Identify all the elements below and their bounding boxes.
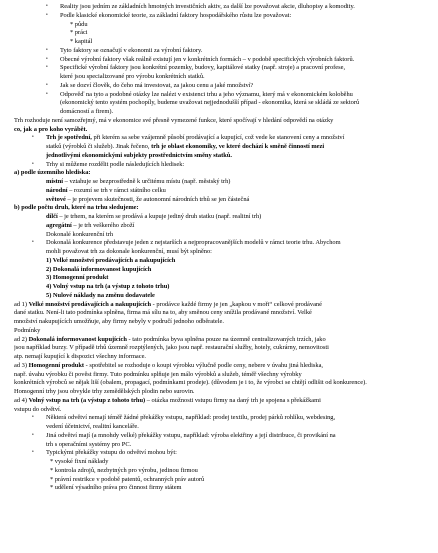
text-line: 3) Homogenní produkt bbox=[46, 274, 109, 282]
text-line: * kapitál bbox=[70, 38, 93, 45]
text-line: množství nakupujících umožňuje, aby firmy nebyly v područí jednoho odběratele. bbox=[14, 318, 224, 325]
text-line: konkrétních výrobců se nějak liší (obalem, propagací, podmínkami prodeje). (důvodem je i to, že výrobci se chtějí odlišit od konkurence). bbox=[14, 379, 367, 387]
text-line: Dokonalé konkurenční trh bbox=[46, 230, 114, 238]
text-run: – je projevem skutečnosti, že autonomní národních trhů se jen částečná bbox=[65, 195, 250, 203]
text-line bbox=[46, 196, 432, 204]
text-run: – rozumí se trh v rámci státního celku bbox=[67, 186, 166, 194]
text-run: – je trhem, na kterém se prodává a kupuje jediný druh statku (např. realitní trh) bbox=[57, 213, 262, 220]
text-line bbox=[14, 362, 432, 370]
bullet-mark: • bbox=[46, 12, 48, 18]
text-line: Trhy si můžeme rozdělit podle následujících hledisek: bbox=[46, 160, 185, 168]
text-line: Jiná odvětví mají (a mnohdy velké) překážky vstupu, například: výroba elektřiny a její distribuce, či provikání na bbox=[46, 431, 336, 439]
text-line bbox=[14, 336, 432, 344]
bold-run: světové bbox=[46, 195, 66, 203]
text-line: Tyto faktory se označují v ekonomii za výrobní faktory. bbox=[60, 46, 203, 54]
text-line: domácností a firem). bbox=[60, 108, 114, 115]
text-line: Typickými překážky vstupu do odvětví mohou být: bbox=[46, 449, 177, 457]
bold-run: trh je oblast ekonomiky, ve které dochází k směně činností mezi bbox=[151, 143, 325, 150]
text-line: mohli považovat trh za dokonale konkurenční, musí být splněno: bbox=[46, 248, 212, 255]
bold-run: Velké množství prodávajících a nakupujících bbox=[28, 300, 152, 308]
text-line: vstupu do odvětví. bbox=[14, 405, 62, 413]
text-line: * kontrola zdrojů, nezbytných pro výrobu, jedinou firmou bbox=[50, 466, 198, 474]
text-line: Obecné výrobní faktory však reálně existují jen v konkrétních formách – v podobě specifických výrobních faktorů. bbox=[60, 55, 355, 63]
text-run: ad 2) bbox=[14, 335, 29, 343]
text-run: - tato podmínka byva splněna pouze na územně centralizovaných trzích, jako bbox=[126, 335, 326, 343]
bullet-mark: • bbox=[32, 240, 34, 246]
bold-run: národní bbox=[46, 186, 68, 194]
text-run: – vztahuje se bezprostředně k určitému místu (např. městský trh) bbox=[63, 178, 231, 185]
text-line: * právní restrikce v podobě patentů, ochranných práv autorů bbox=[50, 475, 205, 483]
text-line: Podle klasické ekonomické teorie, za základní faktory hospodářského růstu lze považovat: bbox=[60, 11, 292, 19]
text-line: * vysoké fixní náklady bbox=[50, 458, 109, 465]
bullet-mark: • bbox=[32, 450, 34, 456]
bold-run: dílčí bbox=[46, 213, 58, 220]
text-line bbox=[46, 187, 432, 195]
bullet-mark: • bbox=[32, 415, 34, 421]
text-line: trh s operačními systémy pro PC. bbox=[46, 440, 132, 448]
text-line: Reality jsou jedním ze základních hmotných investičních aktiv, za další lze považovat akcie, dluhopisy a komodity. bbox=[60, 3, 355, 10]
text-line: Odpověď na tyto a podobné otázky lze nalézt v existenci trhu a jeho významu, který má v ekonomickém koloběhu bbox=[60, 90, 353, 98]
bullet-mark: • bbox=[46, 4, 48, 9]
text-line: Dokonalá konkurence představuje jeden z nejstarších a nejpropracovanějších modelů v rámci teorie trhu. Abychom bbox=[46, 239, 341, 247]
text-line: které jsou specializované pro výrobu konkrétních statků. bbox=[60, 73, 205, 80]
bold-run: Homogenní produkt bbox=[28, 361, 85, 369]
text-line: * půdu bbox=[70, 20, 88, 28]
text-line bbox=[14, 397, 432, 405]
text-line bbox=[46, 213, 432, 221]
text-run: při kterém sa sebe vzájemně působí prodávající a kupující, což vede ke stanovení ceny a množství bbox=[91, 134, 345, 142]
text-run: - prodávce každé firmy je jen „kapkou v moři“ celkové prodávané bbox=[151, 300, 322, 308]
bold-run: Trh je spotřední, bbox=[46, 134, 92, 142]
bold-run: místní bbox=[46, 178, 64, 185]
text-line: Podmínky bbox=[14, 326, 41, 334]
bold-run: Dokonalá informovanost kupujících bbox=[28, 335, 127, 343]
text-line: jednotlivými ekonomickými subjekty prostřednictvím směny statků. bbox=[46, 151, 232, 159]
text-line: Některá odvětví nemají téměř žádné překážky vstupu, například: prodej textilu, prodej párků rohlíku, webdesing, bbox=[46, 414, 336, 422]
text-line: Jak se dozví člověk, do čeho má investovat, za jakou cenu a jaké množství? bbox=[60, 81, 254, 89]
bullet-mark: • bbox=[46, 65, 48, 71]
text-line: 5) Nulové náklady na změnu dodavatele bbox=[46, 291, 155, 299]
text-line: b) podle počtu druh, které na trhu sledujeme: bbox=[14, 204, 139, 212]
text-line: * udělení výsadního práva pro činnost firmy státem bbox=[50, 484, 182, 492]
bullet-mark: • bbox=[32, 161, 34, 167]
text-run: ad 1) bbox=[14, 300, 29, 308]
text-line: dané statku. Není-li tato podmínka splněna, firma má sílu na to, aby směnou ceny snížila prodávané množství. Velké bbox=[14, 309, 312, 317]
text-line: a) podle územního hlediska: bbox=[14, 169, 91, 177]
bullet-mark: • bbox=[46, 91, 48, 97]
text-line: Specifické výrobní faktory jsou konkrétní pozemky, budovy, kapitálové statky (např. stroje) a pracovní profese, bbox=[60, 64, 346, 72]
text-line bbox=[46, 222, 432, 230]
text-line: * práci bbox=[70, 29, 88, 37]
text-line: 4) Volný vstup na trh (a výstup z tohoto trhu) bbox=[46, 283, 170, 290]
bold-run: agregátní bbox=[46, 221, 72, 229]
text-line: co, jak a pro koho vyrábět. bbox=[14, 125, 88, 133]
text-line bbox=[14, 301, 432, 309]
text-line: např. úvahu výrobku či pověst firmy. Tuto podmínku splňuje jen málo výrobků a služeb, téměř všechny výrobky bbox=[14, 370, 302, 378]
text-line bbox=[46, 143, 432, 151]
text-line: Trh rozhoduje není samozřejmý, má v ekonomice své přesně vymezené funkce, které spočívají v hledání odpovědí na otázky bbox=[14, 116, 334, 124]
text-run: – je trh veškerého zboží bbox=[71, 221, 135, 229]
text-run: – otázka možnosti vstupu firmy na daný trh je spojena s překážkami bbox=[145, 396, 321, 404]
text-run: - spotřebitel se rozhoduje o koupi výrobku výlučně podle ceny, nebere v úvahu jiná hlediska, bbox=[84, 361, 324, 369]
text-run: ad 4) bbox=[14, 396, 29, 404]
text-line: vedení účetnictví, realitní kanceláře. bbox=[46, 423, 139, 430]
text-line: (ekonomický tento systém pochopíly, budeme uvažovat nejjednodušší případ - ekonomika, která se skládá ze sektorů bbox=[60, 99, 360, 107]
text-run: statků (výrobků či služeb). Jinak řečeno, bbox=[46, 143, 152, 150]
text-line bbox=[46, 134, 432, 142]
text-line: jsou například burzy. V případě trhů územně rozptýlených, jako jsou např. restaurační služby, hotely, cukrárny, nemovitosti bbox=[14, 344, 329, 352]
bullet-mark: • bbox=[32, 135, 34, 141]
text-line: atp. nemají kupující k dispozici všechny informace. bbox=[14, 353, 147, 360]
text-run: ad 3) bbox=[14, 361, 29, 369]
bullet-mark: • bbox=[46, 82, 48, 88]
bold-run: Volný vstup na trh (a výstup z tohoto trhu) bbox=[28, 396, 146, 404]
bullet-mark: • bbox=[32, 432, 34, 438]
text-line: 2) Dokonalá informovanost kupujících bbox=[46, 265, 152, 273]
bullet-mark: • bbox=[46, 56, 48, 62]
text-line: 1) Velké množství prodávajících a nakupujících bbox=[46, 256, 176, 264]
text-line: Homogenní trhy jsou obvykle trhy zemědělských plodin nebo surovin. bbox=[14, 388, 195, 395]
bullet-mark: • bbox=[46, 47, 48, 53]
text-line bbox=[46, 178, 432, 186]
